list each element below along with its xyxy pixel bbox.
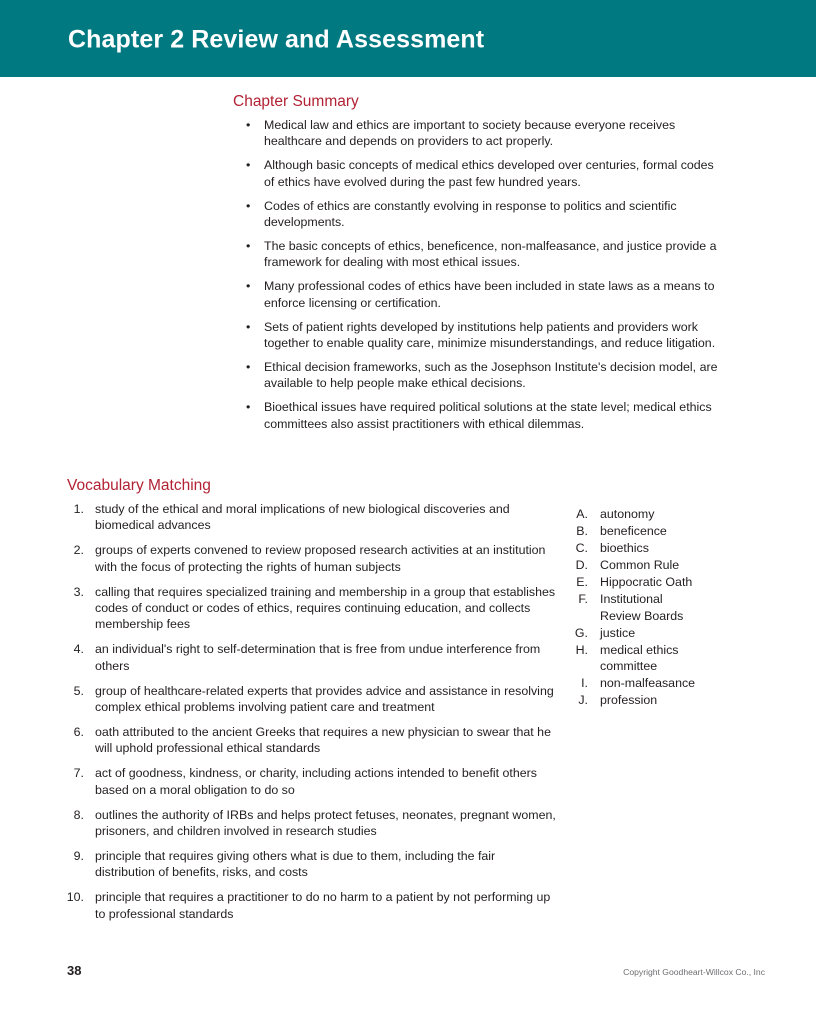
definition-text: outlines the authority of IRBs and helps protect fetuses, neonates, pregnant women, prisoners, and children involved in research studies xyxy=(95,807,556,838)
definition-number: 4. xyxy=(73,642,84,657)
definition-text: calling that requires specialized training and membership in a group that establishes codes of conduct or codes of ethics, requires continuing education, and collects membership fees xyxy=(95,584,556,632)
term-letter: D. xyxy=(575,558,588,572)
copyright-notice: Copyright Goodheart-Willcox Co., Inc xyxy=(623,967,765,977)
vocabulary-definition-item xyxy=(62,641,557,674)
term-letter: A. xyxy=(576,507,588,521)
bullet-dot-icon: • xyxy=(246,279,251,294)
term-letter: F. xyxy=(578,592,588,606)
vocabulary-matching-heading: Vocabulary Matching xyxy=(67,477,211,494)
vocabulary-definition-item xyxy=(62,807,557,840)
definition-text: an individual's right to self-determination that is free from undue interference from others xyxy=(95,642,541,673)
term-text: Common Rule xyxy=(600,558,680,572)
chapter-summary-heading: Chapter Summary xyxy=(233,93,359,110)
summary-bullet-item xyxy=(245,399,723,432)
vocabulary-definitions-list xyxy=(62,501,557,931)
vocabulary-definition-item xyxy=(62,542,557,575)
term-text: bioethics xyxy=(600,541,649,555)
term-letter: B. xyxy=(576,524,588,538)
bullet-dot-icon: • xyxy=(246,319,251,334)
term-letter: J. xyxy=(578,693,588,707)
bullet-dot-icon: • xyxy=(246,400,251,415)
term-text-continuation: Review Boards xyxy=(600,608,684,623)
term-letter: C. xyxy=(575,541,588,555)
page-number: 38 xyxy=(67,963,82,978)
bullet-dot-icon: • xyxy=(246,118,251,132)
summary-bullet-item xyxy=(245,198,723,231)
vocabulary-term-item xyxy=(566,625,766,642)
vocabulary-term-item xyxy=(566,675,766,692)
term-text: Institutional xyxy=(600,592,663,606)
summary-bullet-item xyxy=(245,278,723,311)
vocabulary-definition-item xyxy=(62,724,557,757)
term-text-continuation: committee xyxy=(600,659,658,673)
vocabulary-definition-item xyxy=(62,848,557,881)
summary-bullet-text: Although basic concepts of medical ethics developed over centuries, formal codes of ethics have evolved during the past few hundred years. xyxy=(264,158,714,189)
vocabulary-term-item xyxy=(566,591,766,624)
vocabulary-term-item xyxy=(566,540,766,557)
vocabulary-terms-list xyxy=(566,506,766,709)
term-letter: E. xyxy=(576,575,588,589)
bullet-dot-icon: • xyxy=(246,238,251,253)
summary-bullet-item xyxy=(245,319,723,352)
definition-number: 8. xyxy=(73,807,84,822)
definition-number: 9. xyxy=(73,848,84,863)
vocabulary-definition-item xyxy=(62,584,557,633)
term-letter: H. xyxy=(575,642,588,657)
term-letter: G. xyxy=(574,625,588,640)
vocabulary-definition-item xyxy=(62,889,557,922)
vocabulary-definition-item xyxy=(62,765,557,798)
vocabulary-term-item xyxy=(566,574,766,591)
summary-bullet-text: Bioethical issues have required political solutions at the state level; medical ethics committees also assist practitioners with ethical dilemmas. xyxy=(264,400,712,431)
vocabulary-term-item xyxy=(566,642,766,675)
summary-bullet-text: Many professional codes of ethics have been included in state laws as a means to enforce licensing or certification. xyxy=(264,279,715,310)
term-text: beneficence xyxy=(600,524,667,538)
definition-text: groups of experts convened to review proposed research activities at an institution with the focus of protecting the rights of human subjects xyxy=(95,543,546,574)
summary-bullet-item xyxy=(245,359,723,392)
summary-bullet-text: The basic concepts of ethics, beneficence, non-malfeasance, and justice provide a framework for dealing with most ethical issues. xyxy=(264,238,717,270)
summary-bullet-text: Ethical decision frameworks, such as the Josephson Institute's decision model, are available to help people make ethical decisions. xyxy=(264,359,718,391)
page-header-band xyxy=(0,0,816,77)
term-text: medical ethics xyxy=(600,642,679,657)
definition-text: principle that requires giving others what is due to them, including the fair distribution of benefits, risks, and costs xyxy=(95,848,496,880)
vocabulary-term-item xyxy=(566,557,766,574)
summary-bullet-text: Medical law and ethics are important to society because everyone receives healthcare and depends on providers to act properly. xyxy=(264,118,676,149)
summary-bullet-item xyxy=(245,157,723,190)
definition-number: 1. xyxy=(73,502,84,516)
summary-bullet-text: Codes of ethics are constantly evolving in response to politics and scientific developments. xyxy=(264,198,677,230)
summary-bullet-item xyxy=(245,117,723,150)
definition-number: 10. xyxy=(66,890,84,905)
term-letter: I. xyxy=(581,676,588,690)
definition-text: act of goodness, kindness, or charity, including actions intended to benefit others based on a moral obligation to do so xyxy=(95,766,537,797)
definition-text: oath attributed to the ancient Greeks that requires a new physician to swear that he will uphold professional ethical standards xyxy=(95,724,551,756)
bullet-dot-icon: • xyxy=(246,158,251,173)
vocabulary-definition-item xyxy=(62,683,557,716)
page-title: Chapter 2 Review and Assessment xyxy=(68,25,485,54)
term-text: non-malfeasance xyxy=(600,676,696,690)
definition-text: group of healthcare-related experts that provides advice and assistance in resolving complex ethical problems involving patient care and treatment xyxy=(95,683,554,715)
term-text: Hippocratic Oath xyxy=(600,575,693,589)
definition-number: 7. xyxy=(73,766,84,781)
vocabulary-term-item xyxy=(566,506,766,523)
term-text: autonomy xyxy=(600,507,655,521)
definition-number: 3. xyxy=(73,584,84,599)
definition-text: study of the ethical and moral implications of new biological discoveries and biomedical advances xyxy=(95,502,510,533)
vocabulary-term-item xyxy=(566,692,766,709)
vocabulary-term-item xyxy=(566,523,766,540)
summary-bullet-text: Sets of patient rights developed by institutions help patients and providers work together to enable quality care, minimize misunderstandings, and reduce litigation. xyxy=(264,319,716,350)
summary-bullet-item xyxy=(245,238,723,271)
definition-text: principle that requires a practitioner to do no harm to a patient by not performing up to professional standards xyxy=(95,890,551,921)
definition-number: 2. xyxy=(73,543,84,558)
definition-number: 6. xyxy=(73,724,84,739)
bullet-dot-icon: • xyxy=(246,359,251,374)
bullet-dot-icon: • xyxy=(246,198,251,213)
term-text: profession xyxy=(600,693,658,707)
vocabulary-definition-item xyxy=(62,501,557,534)
definition-number: 5. xyxy=(73,683,84,698)
term-text: justice xyxy=(600,625,636,640)
chapter-summary-list xyxy=(245,117,723,440)
